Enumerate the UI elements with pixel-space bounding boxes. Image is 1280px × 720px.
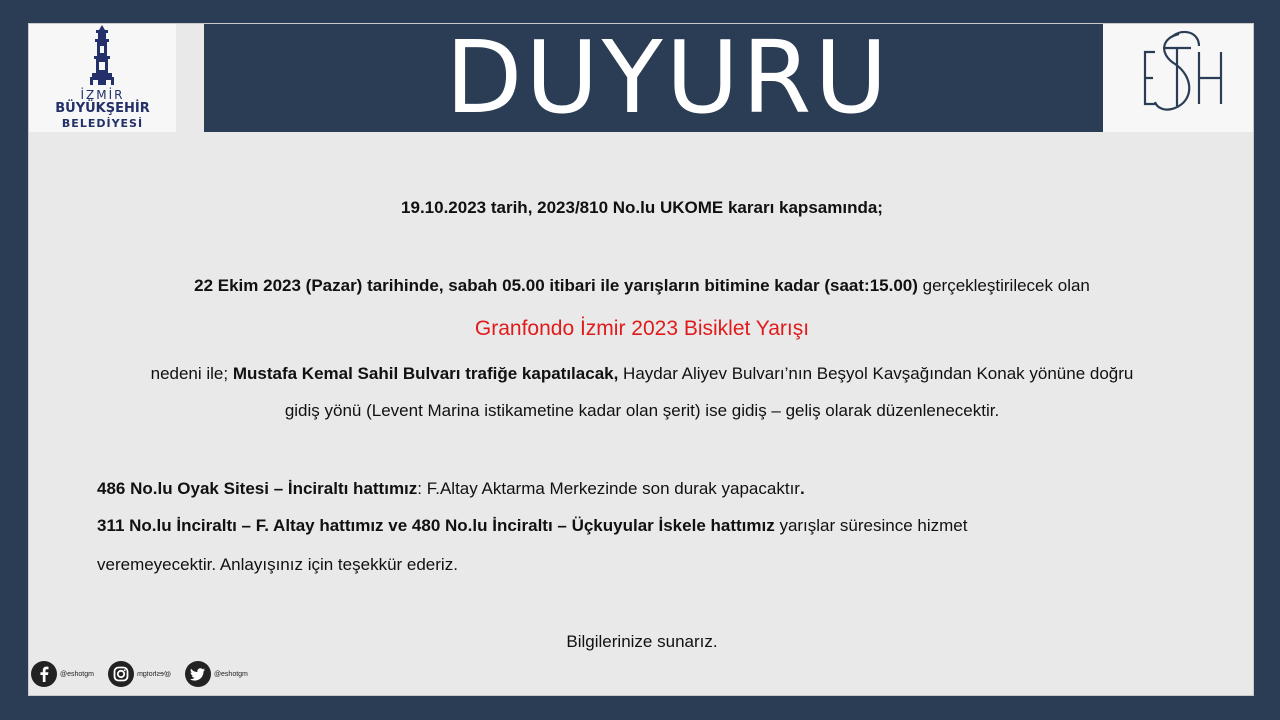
instagram-handle: @eshotgm (136, 670, 171, 678)
date-line (29, 276, 1255, 296)
social-twitter[interactable] (185, 661, 248, 687)
page-title: DUYURU (445, 19, 891, 136)
izmir-buyuksehir-logo (29, 24, 176, 132)
event-name: Granfondo İzmir 2023 Bisiklet Yarışı (474, 317, 810, 340)
announcement-panel (28, 19, 1254, 696)
twitter-icon (185, 661, 211, 687)
social-facebook[interactable] (31, 661, 94, 687)
eshot-monogram-icon (1103, 24, 1253, 132)
eshot-logo (1103, 24, 1253, 132)
twitter-handle: @eshotgm (213, 670, 248, 678)
logo-text-izmir: İZMİR (80, 88, 125, 102)
decision-line: 19.10.2023 tarih, 2023/810 No.lu UKOME kararı kapsamında; (401, 198, 883, 217)
reason-rest: Haydar Aliyev Bulvarı’nın Beşyol Kavşağından Konak yönüne doğru (618, 364, 1134, 383)
facebook-icon (31, 661, 57, 687)
route-311-bold: 311 No.lu İnciraltı – F. Altay hattımız ve 480 No.lu İnciraltı – Üçkuyular İskele hattımız (97, 516, 775, 535)
route-486-line (97, 479, 1197, 499)
route-311-line-2: veremeyecektir. Anlayışınız için teşekkür ederiz. (97, 555, 458, 574)
route-486-bold: 486 No.lu Oyak Sitesi – İnciraltı hattımız (97, 479, 418, 498)
reason-line-2: gidiş yönü (Levent Marina istikametine kadar olan şerit) ise gidiş – geliş olarak düzenlenecektir. (284, 401, 1000, 420)
reason-line (29, 364, 1255, 384)
route-486-rest: : F.Altay Aktarma Merkezinde son durak yapacaktır (417, 479, 800, 498)
social-instagram[interactable] (108, 661, 171, 687)
date-line-rest: gerçekleştirilecek olan (917, 276, 1090, 295)
reason-bold: Mustafa Kemal Sahil Bulvarı trafiğe kapatılacak, (232, 364, 619, 383)
closing-line: Bilgilerinize sunarız. (566, 632, 718, 651)
logo-text-buyuksehir: BÜYÜKŞEHİR (55, 101, 150, 116)
facebook-handle: @eshotgm (60, 670, 94, 678)
route-311-line (97, 516, 1197, 536)
logo-text-belediyesi: BELEDİYESİ (61, 117, 144, 130)
header-band (204, 19, 1132, 136)
reason-prefix: nedeni ile; (150, 364, 233, 383)
social-links (31, 661, 262, 687)
clock-tower-icon (29, 24, 176, 88)
route-311-rest: yarışlar süresince hizmet (774, 516, 968, 535)
date-line-bold: 22 Ekim 2023 (Pazar) tarihinde, sabah 05.00 itibari ile yarışların bitimine kadar (saat:15.00) (194, 276, 918, 295)
route-486-end: . (799, 479, 805, 498)
instagram-icon (108, 661, 134, 687)
